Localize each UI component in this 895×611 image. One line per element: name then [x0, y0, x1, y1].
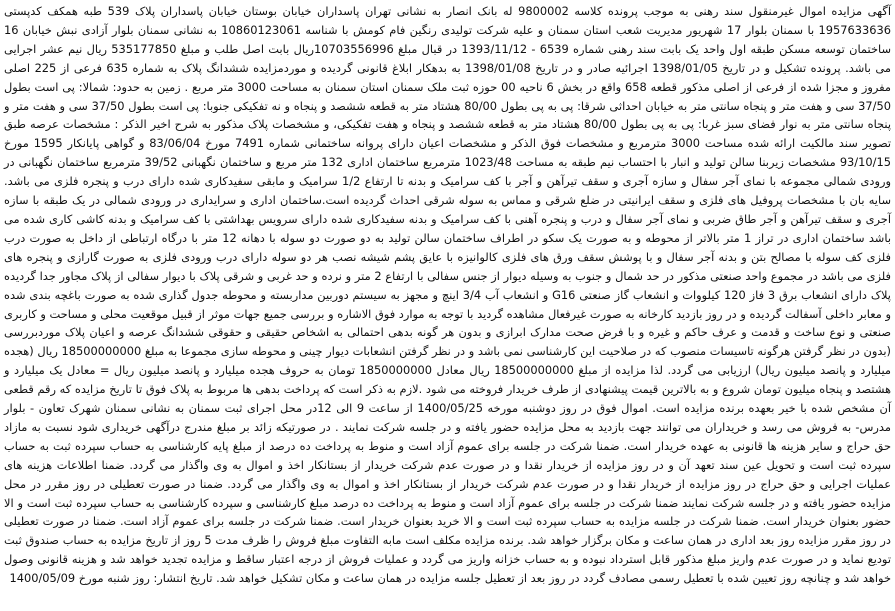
notice-body: آگهی مزایده اموال غیرمنقول سند رهنی به موجب پرونده کلاسه 9800002 له بانک انصار به نشانی تهران پاسداران خیابان بوستان خیابان پاسداران پلاک 539 طبه همکف کدپستی 1957633636 با سمنان بلوار 17 شهریور مدیریت شعب استان سمنان و علیه شرکت تولیدی رنگین فام کومش با شناسه 10860123061 به نشانی سمنان بلوار آزادی نبش خیابان 16 ساختمان توسعه مسکن طبقه اول واحد یک بابت سند رهنی شماره 6539 - 1393/11/12 در قبال مبلغ 10703556996ریال بابت اصل طلب و مبلغ 535177850 ریال نیم عشر اجرایی می باشد. پرونده تشکیل و در تاریخ 1398/01/05 اجرائیه صادر و در تاریخ 1398/01/08 به بدهکار ابلاغ قانونی گردیده و موردمزایده ششدانگ پلاک به شماره 635 فرعی از 225 اصلی مفروز و مجزا شده از فرعی از اصلی مذکور قطعه 658 واقع در بخش 6 ناحیه 00 حوزه ثبت ملک سمنان استان سمنان به مساحت 3000 متر مربع . زمین به حدود: شمالا: پی است بطول 37/50 سی و هفت متر و پنجاه سانتی متر به خیابان احداثی شرقا: پی به پی بطول 80/00 هشتاد متر به قطعه ششصد و پنجاه و نه تفکیکی جنوبا: پی است بطول 37/50 سی و هفت متر و پنجاه سانتی متر به نوار فضای سبز غربا: پی به پی بطول 80/00 هشتاد متر به قطعه ششصد و پنجاه و هفت تفکیکی، و مشخصات پلاک مذکور به شرح اخیر الذکر : مشخصات عرصه طبق تصویر سند مالکیت ارائه شده مساحت 3000 مترمربع و مشخصات فوق الذکر و مشخصات اعیان دارای پروانه ساختمانی شماره 7491 مورخ 83/06/04 و گواهی پایانکار 1595 مورخ 93/10/15 مشخصات زیربنا سالن تولید و انبار با احتساب نیم طبقه به مساحت 1023/48 مترمربع ساختمان اداری 132 متر مربع و ساختمان نگهبانی 39/52 مترمربع ساختمان نگهبانی در ورودی شمالی مجموعه با نمای آجر سفال و سازه آجری و سقف تیرآهن و آجر با کف سرامیک و بدنه تا ارتفاع 1/2 سرامیک و مابقی سفیدکاری شده دارای درب و پنجره فلزی می باشد. سایه بان با مشخصات پروفیل های فلزی و سقف ایرانیتی در ضلع شرقی و مماس به سوله شرقی احداث گردیده است.ساختمان اداری و سرایداری در ورودی شمالی در یک طبقه با سازه آجری و سقف تیرآهن و آجر طاق ضربی و نمای آجر سفال و درب و پنجره آهنی با کف سرامیک و بدنه سفیدکاری شده دارای سرویس بهداشتی با کف سرامیک و بدنه کاشی کاری شده می باشد ساختمان اداری در تراز 1 متر بالاتر از محوطه و به صورت یک سکو در اطراف ساختمان سالن تولید به دو صورت دو سوله با دهانه 12 متر با درگاه ارتباطی از داخل به صورت درب فلزی کف سوله با مصالح بتن و بدنه آجر سفال و با پوشش سقف ورق های فلزی کالوانیزه با عایق پشم شیشه نصب هر دو سوله دارای درب ورودی فلزی به صورت گارازی و پنجره های فلزی می باشد در مجموع واحد صنعتی مذکور در حد شمال و جنوب به وسیله دیوار از جنس سفالی با ارتفاع 2 متر و نرده و حد غربی و شرقی پلاک با دیوار سفالی از پلاک مجاور جدا گردیده پلاک دارای انشعاب برق 3 فاز 120 کیلووات و انشعاب گاز صنعتی G16 و انشعاب آب 3/4 اینچ و مجهز به سیستم دوربین مداربسته و محوطه جدول گذاری شده به صورت باغچه بندی شده و معابر داخلی آسفالت گردیده و در روز بازدید کارخانه به صورت غیرفعال مشاهده گردید با توجه به موارد فوق الاشاره و بررسی جمیع جهات موثر از قبیل موقعیت محلی و مساحت و کاربری صنعتی و نوع ساخت و قدمت و عرف حاکم و غیره و با فرض صحت مدارک ابرازی و بدون هر گونه بدهی احتمالی به اشخاص حقیقی و حقوقی ششدانگ عرصه و اعیان پلاک موردبررسی (بدون در نظر گرفتن هرگونه تاسیسات منصوب که در صلاحیت این کارشناسی نمی باشد و در نظر گرفتن انشعابات دیوار چینی و محوطه سازی مجموعا به مبلغ 18500000000 ریال (هجده میلیارد و پانصد میلیون ریال) ارزیابی می گردد. لذا مزایده از مبلغ 18500000000 ریال معادل 1850000000 تومان به حروف هجده میلیارد و پانصد میلیون ریال = معادل یک میلیارد و هشتصد و پنجاه میلیون تومان شروع و به بالاترین قیمت پیشنهادی از طرف خریدار فروخته می شود .لازم به ذکر است که پرداخت بدهی ها مربوط به پلاک فوق تا تاریخ مزایده که رقم قطعی آن مشخص شده با خیر بعهده برنده مزایده است. اموال فوق در روز دوشنبه مورخه 1400/05/25 از ساعت 9 الی 12در محل اجرای ثبت سمنان به نشانی سمنان شهرک تعاون - بلوار مدرس- به فروش می رسد و خریداران می توانند جهت بازدید به محل مزایده حضور یافته و در جلسه شرکت نمایند . در صورتیکه زائد بر مبلغ مندرج درآگهی خریداری شود نسبت به مازاد حق حراج و سایر هزینه ها قانونی به عهده خریدار است. ضمنا شرکت در جلسه برای عموم آزاد است و منوط به پرداخت ده درصد از مبلغ پایه کارشناسی به حساب سپرده ثبت به حساب سپرده ثبت است و تحویل عین سند تعهد آن و در روز مزایده از خریدار نقدا و در صورت عدم شرکت خریدار از بستانکار اخذ و اموال به وی واگذار می گردد. ضمنا اطلاعات هزینه های عملیات اجرایی و حق حراج در روز مزایده از خریدار نقدا و در صورت عدم شرکت خریدار از بستانکار اخذ و اموال به وی واگذار می گردد. ضمنا در صورت تعطیلی در روز مقرر در محل مزایده حضور یافته و در جلسه شرکت نمایند ضمنا شرکت در جلسه برای عموم آزاد است و منوط به پرداخت ده درصد مبلغ کارشناسی و سپرده کارشناسی به حساب سپرده ثبت است و الا حضور بعنوان خریدار است. ضمنا شرکت در جلسه مزایده به حساب سپرده ثبت است و الا خرید بعنوان خریدار است. ضمنا شرکت در جلسه برای عموم آزاد است. ضمنا در صورت تعطیلی در روز مقرر مزایده روز بعد اداری در همان ساعت و مکان برگزار خواهد شد. برنده مزایده مکلف است مابه التفاوت مبلغ فروش را ظرف مدت 5 روز از تاریخ مزایده به حساب صندوق ثبت تودیع نماید و در صورت عدم واریز مبلغ مذکور قابل استرداد نبوده و به حساب خزانه واریز می گردد و عملیات فروش از درجه اعتبار ساقط و مزایده تجدید خواهد شد و هزینه قانونی وصول خواهد شد و چنانچه روز تعیین شده با تعطیل رسمی مصادف گردد در روز بعد از تعطیل جلسه مزایده در همان ساعت و مکان تشکیل خواهد شد. تاریخ انتشار: روز شنبه مورخ 1400/05/09 — [3, 4, 892, 586]
notice-paragraph — [4, 2, 891, 588]
